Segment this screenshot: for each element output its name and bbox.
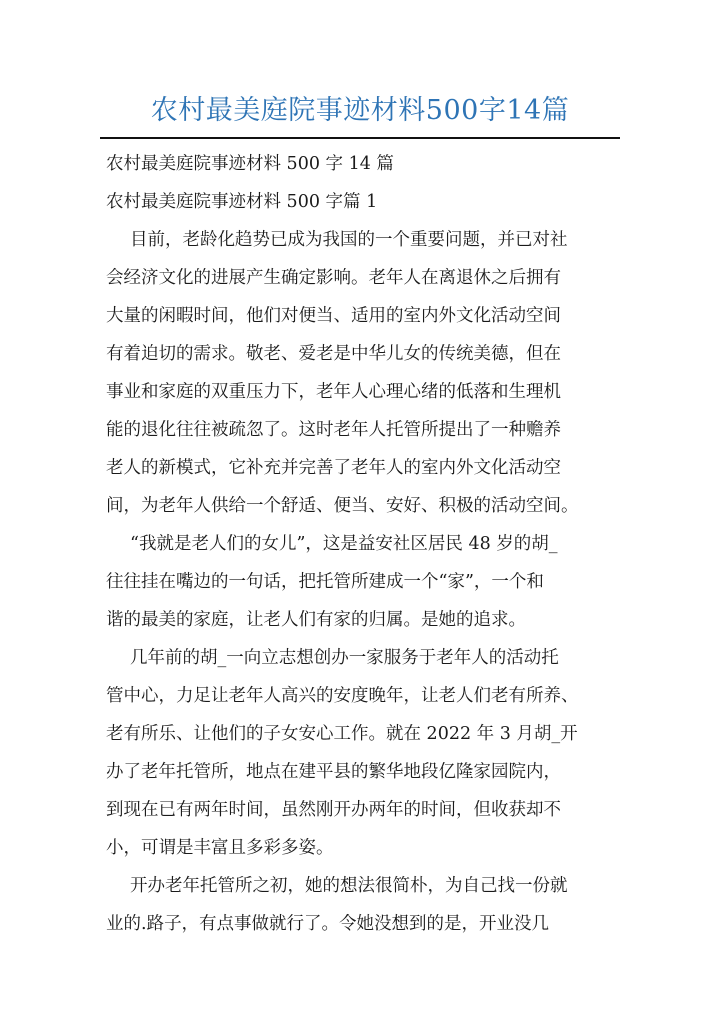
paragraph-line: 有着迫切的需求。敬老、爱老是中华儿女的传统美德，但在 xyxy=(106,344,561,364)
paragraph-4 xyxy=(106,867,616,943)
paragraph-line: “我就是老人们的女儿”，这是益安社区居民 48 岁的胡_ xyxy=(130,534,558,554)
paragraph-line: 老有所乐、让他们的子女安心工作。就在 2022 年 3 月胡_开 xyxy=(106,724,578,744)
paragraph-3 xyxy=(106,639,616,867)
paragraph-line: 会经济文化的进展产生确定影响。老年人在离退休之后拥有 xyxy=(106,268,561,288)
paragraph-line: 能的退化往往被疏忽了。这时老年人托管所提出了一种赡养 xyxy=(106,420,561,440)
paragraph-line: 目前，老龄化趋势已成为我国的一个重要问题，并已对社 xyxy=(130,230,568,250)
document-title: 农村最美庭院事迹材料500字14篇 xyxy=(150,95,570,126)
paragraph-line: 到现在已有两年时间，虽然刚开办两年的时间，但收获却不 xyxy=(106,800,561,820)
paragraph-1 xyxy=(106,221,616,525)
paragraph-line: 大量的闲暇时间，他们对便当、适用的室内外文化活动空间 xyxy=(106,306,561,326)
subtitle-line: 农村最美庭院事迹材料 500 字 14 篇 xyxy=(106,154,394,174)
paragraph-line: 办了老年托管所，地点在建平县的繁华地段亿隆家园院内， xyxy=(106,762,561,782)
paragraph-line: 老人的新模式，它补充并完善了老年人的室内外文化活动空 xyxy=(106,458,561,478)
title-underline xyxy=(100,137,620,139)
paragraph-line: 往往挂在嘴边的一句话，把托管所建成一个“家”，一个和 xyxy=(106,572,544,592)
paragraph-line: 事业和家庭的双重压力下，老年人心理心绪的低落和生理机 xyxy=(106,382,561,402)
paragraph-line: 管中心，力足让老年人高兴的安度晚年，让老人们老有所养、 xyxy=(106,686,579,706)
document-body xyxy=(106,145,616,943)
section-heading: 农村最美庭院事迹材料 500 字篇 1 xyxy=(106,192,378,212)
paragraph-line: 业的.路子，有点事做就行了。令她没想到的是，开业没几 xyxy=(106,914,550,934)
paragraph-line: 谐的最美的家庭，让老人们有家的归属。是她的追求。 xyxy=(106,610,526,630)
paragraph-line: 间，为老年人供给一个舒适、便当、安好、积极的活动空间。 xyxy=(106,496,579,516)
paragraph-line: 开办老年托管所之初，她的想法很简朴，为自己找一份就 xyxy=(130,876,568,896)
paragraph-line: 小，可谓是丰富且多彩多姿。 xyxy=(106,838,334,858)
paragraph-line: 几年前的胡_一向立志想创办一家服务于老年人的活动托 xyxy=(130,648,559,668)
paragraph-2 xyxy=(106,525,616,639)
